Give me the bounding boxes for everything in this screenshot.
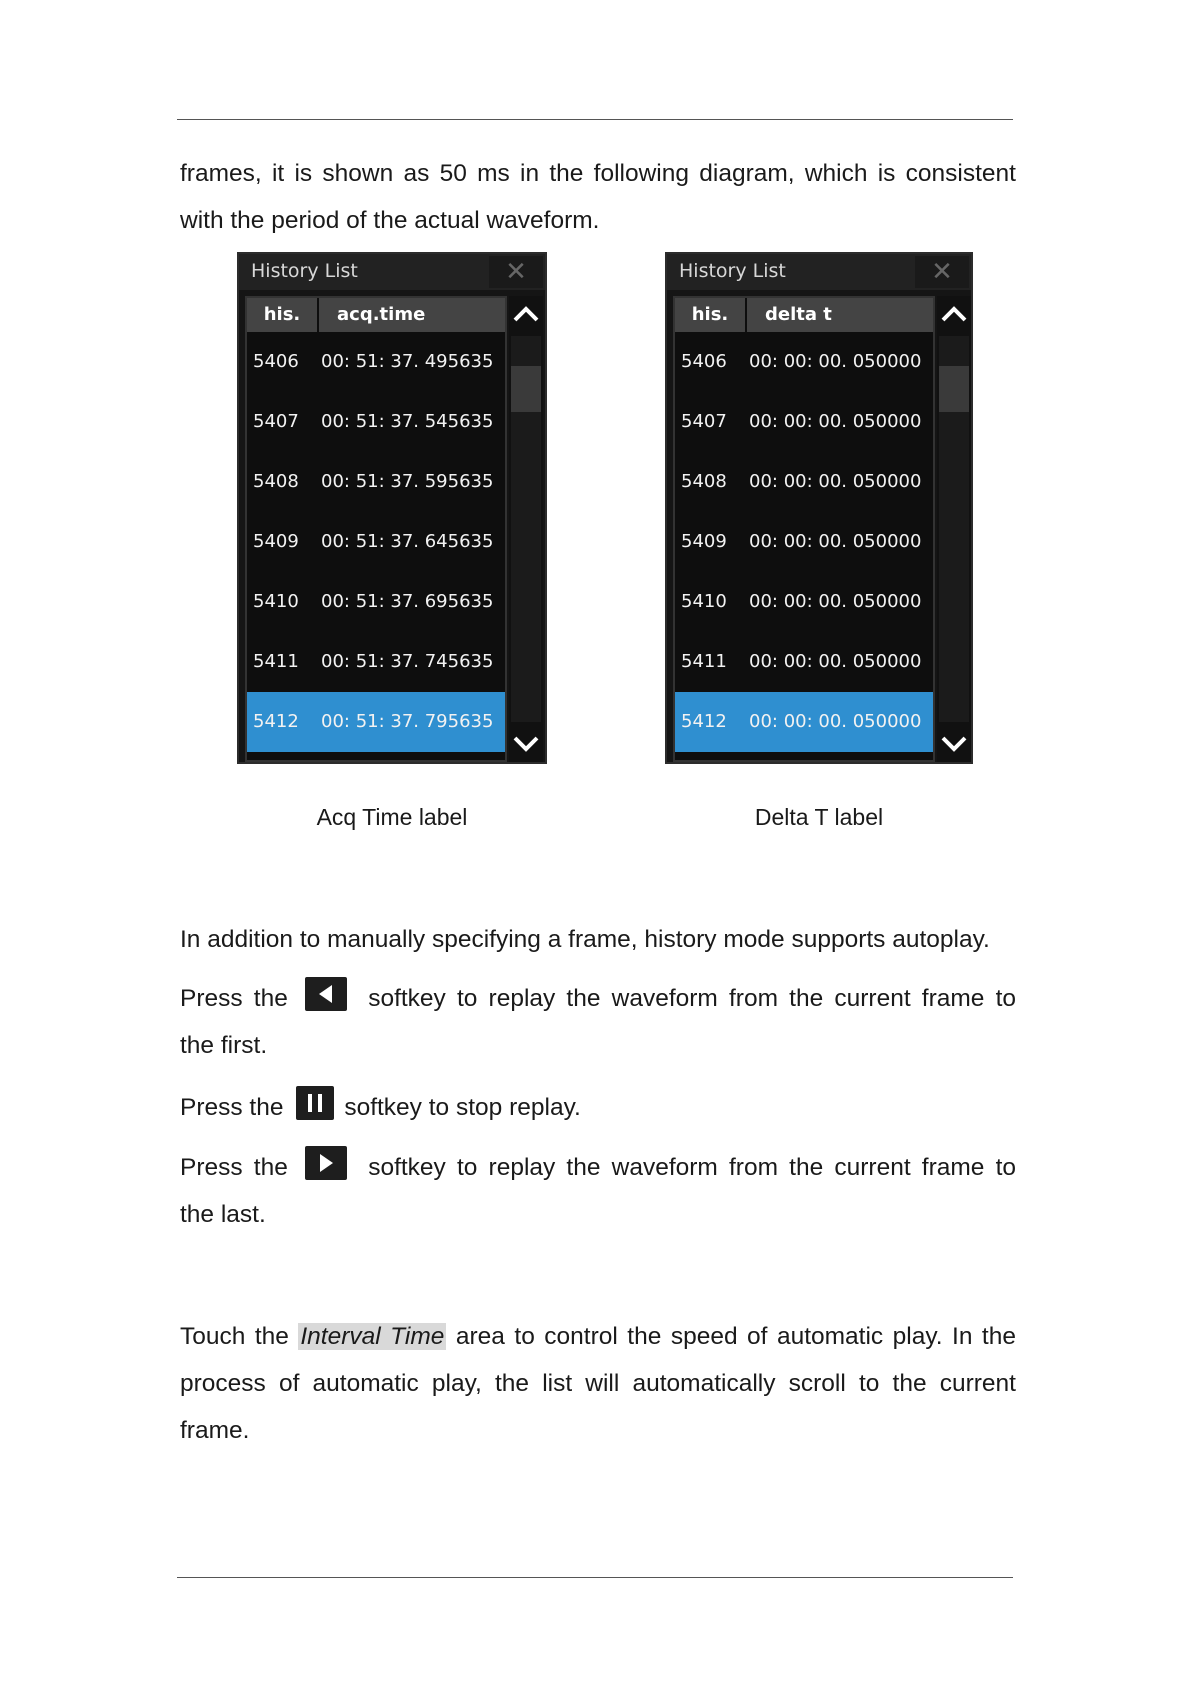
close-icon[interactable]: ✕ [489,256,543,288]
time-value: 00: 51: 37. 495635 [321,351,494,372]
history-table [673,296,935,762]
panel-title: History List [679,260,786,282]
intro-line-1: frames, it is shown as 50 ms in the following diagram, which is consistent [180,160,1016,187]
history-number: 5412 [681,711,727,732]
interval-paragraph [180,1313,1016,1454]
autoplay-back-paragraph [180,975,1016,1069]
history-number: 5412 [253,711,299,732]
time-value: 00: 00: 00. 050000 [749,711,922,732]
table-row[interactable] [247,332,505,392]
time-value: 00: 00: 00. 050000 [749,471,922,492]
interval-text-1: area to control the speed of automatic play. In the [455,1323,1016,1350]
table-row[interactable] [247,572,505,632]
caption-delta-t: Delta T label [754,804,884,830]
scrollbar-thumb[interactable] [511,366,541,412]
table-row[interactable] [675,332,933,392]
chevron-up-icon[interactable] [937,296,971,332]
press-the-text: Press the [180,985,288,1012]
intro-line-2: with the period of the actual waveform. [180,207,600,234]
history-number: 5410 [681,591,727,612]
history-number: 5411 [681,651,727,672]
table-row-selected[interactable] [247,692,505,752]
chevron-up-icon[interactable] [509,296,543,332]
history-list-panel-acq-time [237,252,547,764]
table-row[interactable] [675,392,933,452]
pause-icon[interactable] [296,1086,334,1120]
time-value: 00: 51: 37. 545635 [321,411,494,432]
autoplay-forward-paragraph [180,1144,1016,1238]
time-value: 00: 00: 00. 050000 [749,531,922,552]
play-forward-icon[interactable] [305,1146,347,1180]
footer-rule [177,1577,1013,1578]
table-row-selected[interactable] [675,692,933,752]
intro-paragraph [180,150,1016,244]
scrollbar-track[interactable] [511,336,541,722]
table-row[interactable] [247,632,505,692]
time-value: 00: 00: 00. 050000 [749,591,922,612]
history-number: 5407 [681,411,727,432]
time-value: 00: 51: 37. 595635 [321,471,494,492]
time-value: 00: 00: 00. 050000 [749,651,922,672]
touch-the-text: Touch the [180,1323,289,1350]
press-the-text: Press the [180,1154,288,1181]
history-table [245,296,507,762]
interval-line-3: frame. [180,1417,250,1444]
table-row[interactable] [247,512,505,572]
history-number: 5407 [253,411,299,432]
history-number: 5406 [253,351,299,372]
pause-text: softkey to stop replay. [344,1094,581,1121]
interval-time-highlight: Interval Time [300,1323,445,1350]
time-value: 00: 00: 00. 050000 [749,411,922,432]
interval-line-2: process of automatic play, the list will automatically scroll to the current [180,1370,1016,1397]
fwd-text-1: softkey to replay the waveform from the current frame to [368,1154,1016,1181]
history-number: 5408 [253,471,299,492]
time-value: 00: 51: 37. 745635 [321,651,494,672]
play-backward-icon[interactable] [305,977,347,1011]
chevron-down-icon[interactable] [937,726,971,762]
column-header-acq-time[interactable]: acq.time [319,298,507,332]
press-the-text: Press the [180,1094,284,1121]
column-header-his[interactable]: his. [247,298,317,332]
column-header-delta-t[interactable]: delta t [747,298,935,332]
history-number: 5411 [253,651,299,672]
table-row[interactable] [675,572,933,632]
autoplay-back-line-1 [180,975,1016,1022]
fwd-text-2: the last. [180,1201,266,1228]
scrollbar-thumb[interactable] [939,366,969,412]
back-text-2: the first. [180,1032,268,1059]
caption-acq-time: Acq Time label [316,804,468,830]
header-rule [177,119,1013,120]
autoplay-pause-paragraph [180,1084,1016,1131]
time-value: 00: 51: 37. 645635 [321,531,494,552]
column-header-his[interactable]: his. [675,298,745,332]
autoplay-forward-line-1 [180,1144,1016,1191]
time-value: 00: 00: 00. 050000 [749,351,922,372]
history-number: 5406 [681,351,727,372]
table-row[interactable] [247,392,505,452]
time-value: 00: 51: 37. 795635 [321,711,494,732]
panel-title: History List [251,260,358,282]
scrollbar[interactable] [509,296,543,762]
table-row[interactable] [675,452,933,512]
time-value: 00: 51: 37. 695635 [321,591,494,612]
table-row[interactable] [675,632,933,692]
scrollbar-track[interactable] [939,336,969,722]
table-row[interactable] [247,452,505,512]
autoplay-intro-text: In addition to manually specifying a frame, history mode supports autoplay. [180,926,990,953]
history-number: 5409 [253,531,299,552]
back-text-1: softkey to replay the waveform from the current frame to [368,985,1016,1012]
history-number: 5410 [253,591,299,612]
history-number: 5409 [681,531,727,552]
chevron-down-icon[interactable] [509,726,543,762]
panel-titlebar [239,254,545,290]
scrollbar[interactable] [937,296,971,762]
interval-line-1 [180,1313,1016,1360]
close-icon[interactable]: ✕ [915,256,969,288]
table-row[interactable] [675,512,933,572]
history-number: 5408 [681,471,727,492]
history-list-panel-delta-t [665,252,973,764]
panel-titlebar [667,254,971,290]
autoplay-intro [180,916,1016,963]
